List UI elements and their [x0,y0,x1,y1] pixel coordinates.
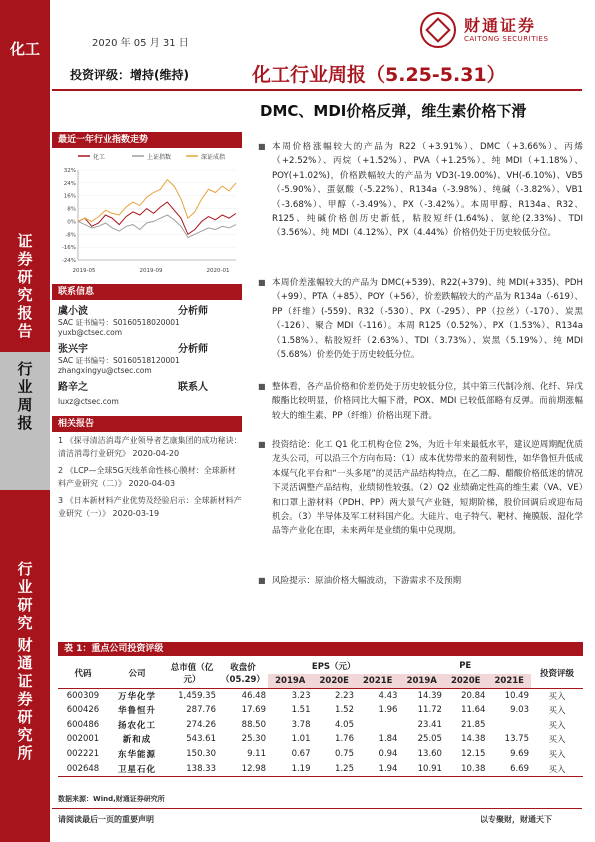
legend-label-1: 上证指数 [147,154,172,161]
bullet-price-changes: ■ 本周价格涨幅较大的产品为 R22（+3.91%）、DMC（+3.66%）、丙烯（+2.52%）、丙烷（+1.52%）、PVA（+1.25%）、纯 MDI（+1.18%）、POY(+1.02%)，价格跌幅较大的产品为 VD3(-19.00%)、VH(-6.10%)、VB5（-5.90%）、蛋氨酸（-5.22%）、R134a（-3.98%）、纯碱（-3.82%）、VB1（-3.68%）、甲醇（-3.49%）、PX（-3.42%）。本周甲醇、R134a、R32、R125、纯碱价格创历史新低，粘胶短纤(1.64%)、氨纶(2.33%)、TDI（3.56%）、纯 MDI（4.12%）、PX（4.44%）价格仍处于历史较低分位。 [258,140,583,268]
cell-eps-2021e: 1.84 [378,734,398,745]
cell-pe-2019a: 23.41 [417,719,442,730]
cell-rating: 买入 [548,735,566,746]
cell-pe-2020e: 20.84 [461,690,486,701]
cell-eps-2021e: 0.94 [378,749,398,760]
cell-pe-2021e: 6.69 [487,761,531,776]
cell-eps-2020e: 1.25 [313,761,356,776]
footer-divider [52,808,582,809]
cell-company: 万华化学 [117,691,156,702]
related-report-2[interactable]: 2 《LCP—全球5G天线革命性核心膜材：全球新材料产业研究（二）》 2020-04-03 [58,466,236,488]
analyst-2-name: 张兴宇 [58,344,88,355]
related-report-3[interactable]: 3 《日本新材料产业优势及经验启示：全球新材料产业研究（一）》 2020-03-19 [58,496,242,518]
cell-pe-2021e: 13.75 [504,734,529,745]
cell-close: 88.50 [241,719,266,730]
cell-mcap: 150.30 [186,749,216,760]
cell-pe-2020e: 14.38 [461,734,486,745]
cell-close: 12.98 [218,761,268,776]
col-eps-2019a: 2019A [268,674,313,688]
cell-code: 600426 [66,705,100,716]
y-tick-label: 24% [63,180,76,187]
cell-eps-2020e: 4.05 [335,719,354,730]
series-line-0 [78,202,236,234]
cell-mcap: 543.61 [186,734,216,745]
cell-pe-2020e: 10.38 [444,761,487,776]
y-tick-label: 0% [67,219,76,226]
analyst-3 [58,378,119,406]
col-rating: 投资评级 [539,668,574,679]
logo-emblem-icon [420,12,456,48]
summary-bullets [258,140,583,596]
report-title: 化工行业周报（5.25-5.31） [252,64,506,86]
cell-close: 9.11 [247,749,266,760]
cell-pe-2020e: 21.85 [461,719,486,730]
col-close: 收盘价（05.29） [221,662,265,685]
cell-company: 卫星石化 [108,761,166,776]
cell-rating: 买入 [548,750,566,761]
col-code: 代码 [74,668,92,679]
y-tick-label: -16% [61,245,76,252]
col-eps-2021e: 2021E [356,674,399,688]
cell-pe-2021e: 9.03 [510,705,529,716]
table-row [58,761,583,776]
title-divider [52,89,582,91]
cell-eps-2020e: 2.23 [335,690,354,701]
cell-close: 17.69 [241,705,266,716]
cell-eps-2019a: 3.78 [291,719,311,730]
table-row [58,732,583,747]
series-line-2 [78,180,236,222]
cell-rating: 买入 [548,691,566,702]
cell-pe-2019a: 25.05 [417,734,442,745]
col-pe: PE [459,661,472,671]
cell-pe-2021e [487,717,531,732]
cell-company: 扬农化工 [117,720,156,731]
footer-slogan: 以专聚财，财通天下 [480,815,552,824]
cell-company: 新和成 [122,735,152,746]
cell-code: 002648 [58,761,108,776]
cell-code: 002221 [66,749,100,760]
cell-code: 002001 [66,734,100,745]
cell-rating: 买入 [531,761,583,776]
cell-pe-2020e: 12.15 [461,749,486,760]
cell-pe-2020e: 11.64 [461,705,486,716]
cell-close: 25.30 [241,734,266,745]
sidebar-research-label: 行业研究 [17,560,33,632]
cell-pe-2019a: 10.91 [399,761,444,776]
cell-pe-2021e: 9.69 [510,749,529,760]
contact-section-title: 联系信息 [52,284,242,300]
cell-eps-2019a: 1.01 [291,734,311,745]
col-mcap: 总市值（亿元） [170,662,214,685]
x-tick-label: 2019-09 [139,268,163,274]
col-company: 公司 [128,668,146,679]
analyst-1 [58,302,180,337]
cell-pe-2021e: 10.49 [504,690,529,701]
analyst-2 [58,340,180,375]
index-trend-svg [52,148,242,276]
cell-eps-2019a: 1.51 [291,705,311,716]
y-tick-label: 8% [67,206,76,213]
col-pe-2021e: 2021E [487,674,531,688]
table-row [58,717,583,732]
analyst-1-role: 分析师 [178,306,208,317]
logo-name-cn: 财通证券 [464,16,537,35]
cell-rating: 买入 [548,720,566,731]
table-title: 表 1：重点公司投资评级 [58,642,583,656]
cell-eps-2021e [356,717,399,732]
table-row [58,703,583,718]
cell-eps-2020e: 0.75 [335,749,354,760]
sidebar-industry-label: 化工 [9,40,40,58]
cell-mcap: 138.33 [166,761,218,776]
cell-eps-2021e: 1.94 [356,761,399,776]
table-row [58,688,583,703]
index-trend-chart [52,148,242,276]
cell-company: 东华能源 [117,750,156,761]
cell-pe-2019a: 11.72 [417,705,442,716]
cell-eps-2020e: 1.76 [335,734,354,745]
bullet-spread-changes: ■ 本周价差涨幅较大的产品为 DMC(+539)、R22(+379)、纯 MDI(+335)、PDH（+99）、PTA（+85）、POY（+56），价差跌幅较大的产品为 R134a（-619）、PP（纤维）(-559)、R32（-530）、PX（-295）、PP（拉丝）（-170）、炭黑（-126）、聚合 MDI（-116）。本周 R125（0.52%）、PX（1.53%）、R134a（1.58%）、粘胶短纤（2.63%）、TDI（3.73%）、炭黑（5.19%）、纯 MDI（5.68%）价差仍处于历史较低分位。 [258,276,583,372]
cell-rating: 买入 [548,706,566,717]
cell-mcap: 1,459.35 [178,690,216,701]
y-tick-label: -24% [61,258,76,264]
col-eps: EPS（元） [311,662,356,672]
cell-eps-2020e: 1.52 [335,705,354,716]
bullet-risk-warning: ■ 风险提示：原油价格大幅波动，下游需求不及预期 [258,574,583,588]
investment-rating: 投资评级：增持(维持) [70,68,189,82]
cell-company: 华鲁恒升 [117,706,156,717]
y-tick-label: 32% [63,168,76,174]
col-eps-2020e: 2020E [313,674,356,688]
sidebar-institute-label: 财通证券研究所 [17,636,33,762]
legend-label-2: 深证成指 [201,154,226,161]
cell-close: 46.48 [241,690,266,701]
x-tick-label: 2020-01 [206,268,230,274]
legend-label-0: 化工 [93,154,106,161]
cell-pe-2019a: 14.39 [417,690,442,701]
sidebar-report-type: 证券研究报告 [17,232,33,340]
cell-eps-2019a: 0.67 [291,749,311,760]
col-pe-2020e: 2020E [444,674,487,688]
related-report-1[interactable]: 1 《探寻清洁消毒产业领导者艺康集团的成功秘诀：清洁消毒行业研究》 2020-04-20 [58,436,242,458]
cell-mcap: 274.26 [186,719,216,730]
analyst-2-role: 分析师 [178,344,208,355]
logo-name-en: CAITONG SECURITIES [464,35,549,43]
report-date: 2020 年 05 月 31 日 [92,38,189,49]
cell-eps-2019a: 1.19 [268,761,313,776]
bullet-overview: ■ 整体看，各产品价格和价差仍处于历史较低分位，其中第三代制冷剂、化纤、异戊酸酯比较明显，价格同比大幅下滑，POX、MDI 已较低部略有反弹。而前期涨幅较大的维生素、PP（纤维）价格出现下滑。 [258,380,583,430]
related-section-title: 相关报告 [52,416,242,432]
key-companies-table [58,658,583,777]
table-source: 数据来源：Wind,财通证券研究所 [58,795,165,803]
bullet-investment-conclusion: ■ 投资结论：化工 Q1 化工机构仓位 2%，为近十年来最低水平，建议逆周期配优质龙头公司，可以沿三个方向布局：（1）成本优势带来的盈利韧性，如华鲁恒升低成本煤气化平台和“一头多尾”的灵活产品结构特点，在乙二醇、醋酸价格低迷的情况下灵活调整产品结构，业绩韧性较强。（2）Q2 业绩确定性高的维生素（VA、VE）和口罩上游材料（PDH、PP）两大景气产业链，短期阶梯，股价回调后或迎布局机会。（3）半导体及军工材料国产化。大硅片、电子特气、靶材、掩膜版、湿化学品等产业化在即，未来两年是业绩的集中兑现期。 [258,438,583,566]
analyst-2-email: zhangxingyu@ctsec.com [58,366,152,375]
analyst-1-name: 虞小波 [58,306,88,317]
x-tick-label: 2019-05 [72,268,96,274]
cell-code: 600486 [66,719,100,730]
col-pe-2019a: 2019A [399,674,444,688]
cell-mcap: 287.76 [186,705,216,716]
company-logo [420,10,580,50]
cell-code: 600309 [66,690,100,701]
y-tick-label: 16% [63,193,76,200]
analyst-1-cert: SAC 证书编号：S0160518020001 [58,318,180,327]
analyst-3-email: luxz@ctsec.com [58,397,119,406]
report-headline: DMC、MDI价格反弹，维生素价格下滑 [260,102,527,120]
cell-pe-2019a: 13.60 [417,749,442,760]
cell-eps-2021e: 4.43 [378,690,398,701]
chart-section-title: 最近一年行业指数走势 [52,132,242,148]
analyst-1-email: yuxb@ctsec.com [58,328,123,337]
cell-eps-2019a: 3.23 [291,690,311,701]
analyst-2-cert: SAC 证书编号：S0160518120001 [58,356,180,365]
analyst-3-role: 联系人 [178,382,208,393]
analyst-3-name: 路辛之 [58,382,88,393]
y-tick-label: -8% [65,232,76,239]
table-row [58,747,583,762]
footer-disclaimer-note: 请阅读最后一页的重要声明 [58,815,154,824]
sidebar-weekly-label: 行业周报 [17,360,33,432]
cell-eps-2021e: 1.96 [378,705,398,716]
